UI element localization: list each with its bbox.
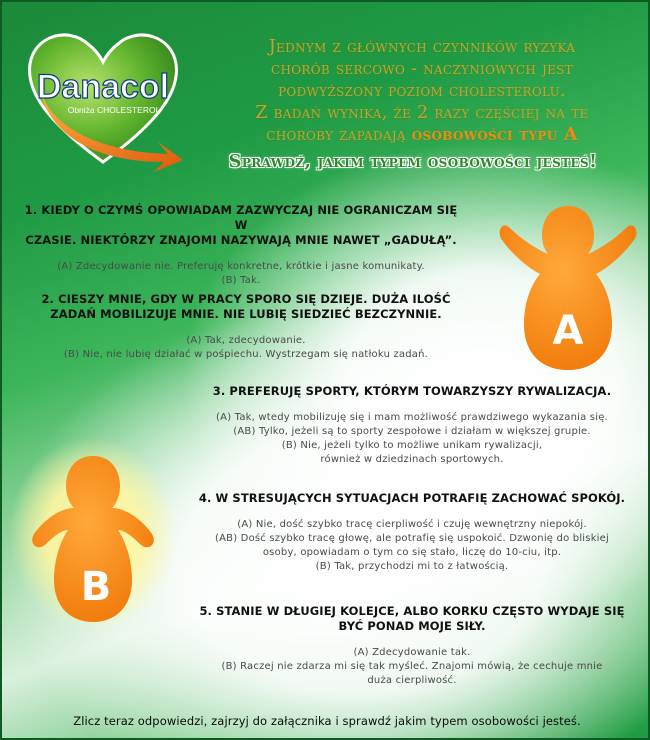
question-text bbox=[22, 203, 460, 248]
question-line: ZADAŃ MOBILIZUJE MNIE. NIE LUBIĘ SIEDZIEĆ BEZCZYNNIE. bbox=[50, 307, 442, 321]
intro-line: podwyższony poziom cholesterolu. bbox=[278, 81, 566, 101]
question-text bbox=[22, 292, 470, 322]
type-a-letter: A bbox=[552, 308, 584, 354]
question-line: 4. W STRESUJĄCYCH SYTUACJACH POTRAFIĘ ZACHOWAĆ SPOKÓJ. bbox=[198, 491, 626, 505]
question-1 bbox=[22, 203, 460, 288]
question-4 bbox=[182, 491, 642, 574]
answer-line: (B) Nie, jeżeli tylko to możliwe unikam rywalizacji, bbox=[281, 440, 543, 451]
headline: Sprawdź, jakim typem osobowości jesteś! bbox=[228, 152, 598, 172]
answer-list bbox=[22, 260, 460, 288]
question-3 bbox=[182, 384, 642, 467]
answer-line: (A) Tak, wtedy mobilizuję się i mam możliwość prawdziwego wykazania się. bbox=[216, 412, 608, 423]
answer-line: (B) Tak, przychodzi mi to z łatwością. bbox=[315, 561, 509, 572]
answer-line: duża cierpliwość. bbox=[367, 675, 457, 686]
question-line: 3. PREFERUJĘ SPORTY, KTÓRYM TOWARZYSZY RYWALIZACJA. bbox=[212, 384, 612, 398]
intro-line: Jednym z głównych czynników ryzyka bbox=[268, 37, 576, 57]
type-b-letter: B bbox=[80, 564, 112, 610]
type-b-figure bbox=[8, 434, 178, 632]
answer-line: (A) Nie, dość szybko tracę cierpliwość i czuję wewnętrzny niepokój. bbox=[237, 519, 587, 530]
intro-text bbox=[202, 36, 642, 146]
question-line: 5. STANIE W DŁUGIEJ KOLEJCE, ALBO KORKU CZĘSTO WYDAJE SIĘ bbox=[199, 604, 625, 618]
answer-line: również w dziedzinach sportowych. bbox=[320, 454, 504, 465]
answer-line: (A) Zdecydowanie nie. Preferuję konkretne, krótkie i jasne komunikaty. bbox=[57, 261, 425, 272]
danacol-logo bbox=[18, 22, 188, 172]
answer-line: (AB) Dość szybko tracę głowę, ale potrafię się uspokoić. Dzwonię do bliskiej bbox=[215, 533, 609, 544]
intro-line-prefix: choroby zapadają bbox=[266, 125, 412, 145]
question-text bbox=[182, 491, 642, 506]
question-line: CZASIE. NIEKTÓRZY ZNAJOMI NAZYWAJĄ MNIE NAWET „GADUŁĄ”. bbox=[25, 233, 457, 247]
question-line: 2. CIESZY MNIE, GDY W PRACY SPORO SIĘ DZIEJE. DUŻA ILOŚĆ bbox=[41, 292, 451, 306]
question-text bbox=[182, 604, 642, 634]
intro-line: Z badań wynika, że 2 razy częściej na te bbox=[255, 103, 589, 123]
answer-line: (A) Zdecydowanie tak. bbox=[353, 647, 471, 658]
answer-line: (B) Raczej nie zdarza mi się tak myśleć. Znajomi mówią, że cechuje mnie bbox=[221, 661, 603, 672]
type-a-figure bbox=[496, 194, 641, 374]
answer-line: (AB) Tylko, jeżeli są to sporty zespołowe i działam w większej grupie. bbox=[233, 426, 591, 437]
question-line: 1. KIEDY O CZYMŚ OPOWIADAM ZAZWYCZAJ NIE OGRANICZAM SIĘ W bbox=[24, 203, 458, 232]
question-line: BYĆ PONAD MOJE SIŁY. bbox=[338, 619, 486, 633]
answer-list bbox=[182, 411, 642, 467]
question-text bbox=[182, 384, 642, 399]
answer-line: (A) Tak, zdecydowanie. bbox=[186, 335, 306, 346]
logo-tagline: Obniża CHOLESTEROL bbox=[67, 105, 161, 115]
answer-line: (B) Nie, nie lubię działać w pośpiechu. Wystrzegam się natłoku zadań. bbox=[63, 349, 429, 360]
logo-brand: Danacol bbox=[36, 68, 170, 106]
answer-list bbox=[22, 334, 470, 362]
answer-list bbox=[182, 646, 642, 688]
answer-line: osoby, opowiadam o tym co się stało, liczę do 10-ciu, itp. bbox=[262, 547, 562, 558]
intro-emphasis: osobowości typu A bbox=[411, 125, 578, 145]
intro-line bbox=[202, 124, 642, 146]
question-2 bbox=[22, 292, 470, 362]
footer-instruction: Zlicz teraz odpowiedzi, zajrzyj do załącznika i sprawdź jakim typem osobowości jesteś. bbox=[73, 714, 581, 728]
question-5 bbox=[182, 604, 642, 688]
answer-list bbox=[182, 518, 642, 574]
intro-line: chorób sercowo - naczyniowych jest bbox=[271, 59, 573, 79]
answer-line: (B) Tak. bbox=[221, 275, 261, 286]
